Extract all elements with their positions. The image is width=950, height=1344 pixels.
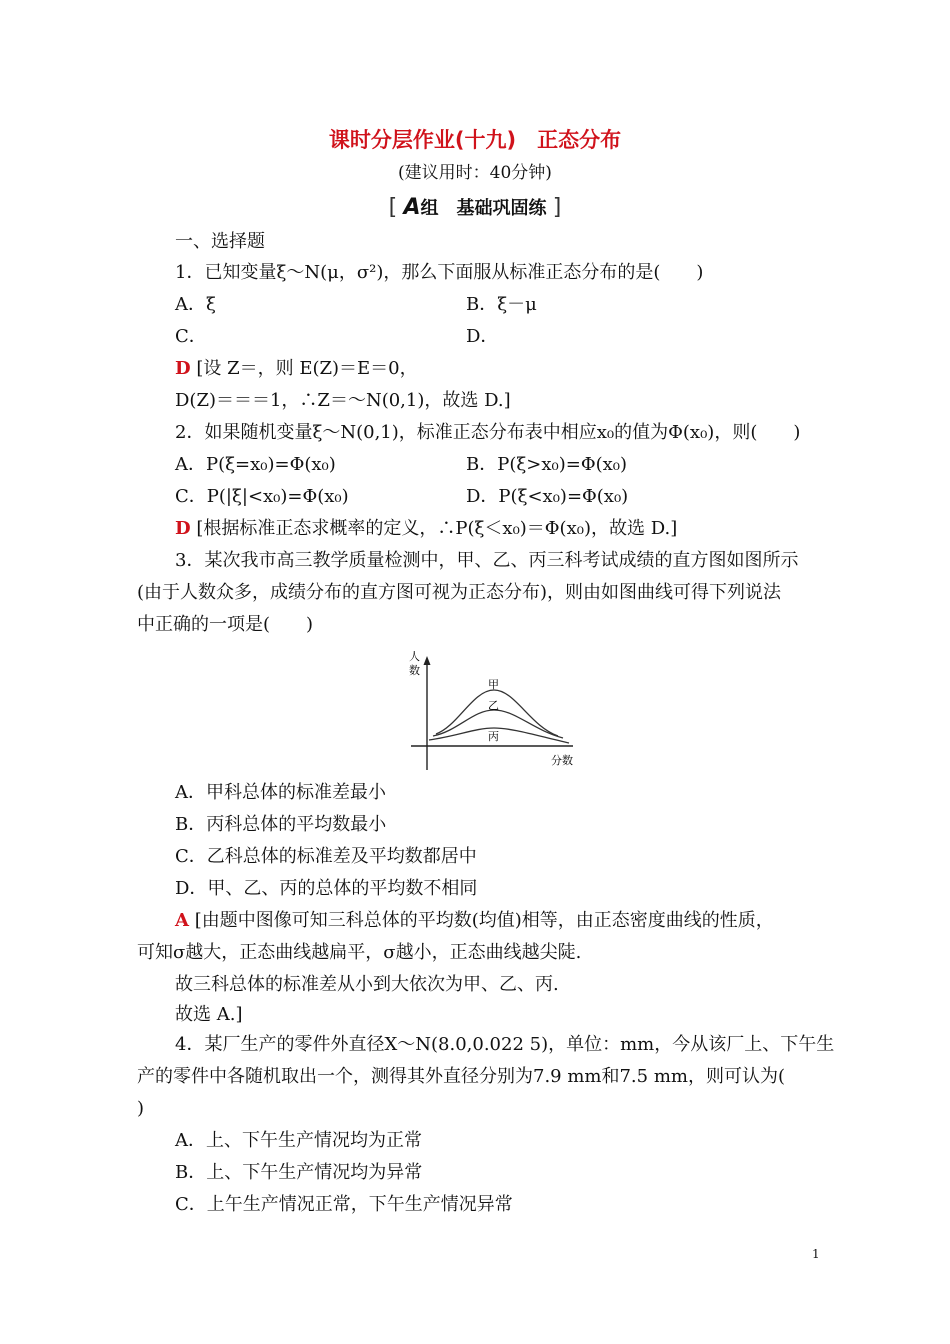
q2-option-b: B．P(ξ>x₀)=Φ(x₀) — [466, 454, 627, 475]
q3-exp-text-1: [由题中图像可知三科总体的平均数(均值)相等，由正态密度曲线的性质， — [194, 910, 774, 931]
page-number: 1 — [812, 1247, 820, 1261]
q2-answer: D — [175, 518, 191, 539]
group-letter: A — [403, 195, 421, 220]
section-heading: 一、选择题 — [175, 231, 265, 252]
y-axis-label-2: 数 — [409, 664, 420, 677]
q1-option-b: B．ξ－μ — [466, 294, 537, 315]
q3-option-a: A．甲科总体的标准差最小 — [175, 782, 386, 803]
q3-stem-2: (由于人数众多，成绩分布的直方图可视为正态分布)，则由如图曲线可得下列说法 — [137, 582, 782, 603]
q3-option-d: D．甲、乙、丙的总体的平均数不相同 — [175, 878, 478, 899]
q1-explanation-2: D(Z)＝＝＝1，∴Z＝～N(0,1)，故选 D.] — [175, 390, 511, 411]
q4-option-b: B．上、下午生产情况均为异常 — [175, 1162, 423, 1183]
q2-stem: 2．如果随机变量ξ～N(0,1)，标准正态分布表中相应x₀的值为Φ(x₀)，则( ) — [175, 422, 801, 443]
q1-option-d: D． — [466, 326, 499, 347]
q4-stem-1: 4．某厂生产的零件外直径X～N(8.0,0.022 5)，单位：mm，今从该厂上、下午生 — [175, 1034, 835, 1055]
q2-option-c: C．P(|ξ|<x₀)=Φ(x₀) — [175, 486, 349, 507]
q4-option-c: C．上午生产情况正常，下午生产情况异常 — [175, 1194, 513, 1215]
suggested-time: (建议用时：40分钟) — [398, 163, 552, 183]
q1-answer: D — [175, 358, 191, 379]
group-bracket-close: ] — [552, 195, 562, 220]
q3-explanation-4: 故选 A.] — [175, 1004, 243, 1025]
x-axis-label: 分数 — [551, 754, 573, 767]
q1-exp-text-1: [设 Z＝，则 E(Z)＝E＝0， — [196, 358, 418, 379]
y-axis-label-1: 人 — [409, 650, 420, 663]
group-bracket-open: [ — [388, 195, 398, 220]
q4-stem-2: 产的零件中各随机取出一个，测得其外直径分别为7.9 mm和7.5 mm，则可认为( — [137, 1066, 785, 1087]
y-axis-arrow — [424, 656, 431, 665]
q2-option-a: A．P(ξ=x₀)=Φ(x₀) — [175, 454, 336, 475]
curve-jia-label: 甲 — [488, 678, 499, 691]
q4-stem-3: ) — [137, 1098, 145, 1119]
q2-explanation — [175, 518, 677, 540]
q3-explanation-2: 可知σ越大，正态曲线越扁平，σ越小，正态曲线越尖陡. — [137, 942, 582, 963]
q3-stem-3: 中正确的一项是( ) — [137, 614, 314, 635]
q1-explanation-1 — [175, 358, 418, 380]
normal-curves-figure — [403, 648, 583, 778]
q3-option-b: B．丙科总体的平均数最小 — [175, 814, 387, 835]
q1-option-c: C． — [175, 326, 207, 347]
group-label: 组 基础巩固练 — [420, 198, 547, 219]
q2-exp-text: [根据标准正态求概率的定义，∴P(ξ＜x₀)＝Φ(x₀)，故选 D.] — [196, 518, 678, 539]
q3-explanation-1 — [175, 910, 774, 932]
page-title: 课时分层作业(十九) 正态分布 — [328, 128, 622, 152]
q4-option-a: A．上、下午生产情况均为正常 — [175, 1130, 422, 1151]
q1-stem: 1．已知变量ξ～N(μ，σ²)，那么下面服从标准正态分布的是( ) — [175, 262, 704, 283]
group-heading — [0, 194, 950, 220]
curve-yi-label: 乙 — [488, 699, 499, 712]
q1-option-a: A．ξ — [175, 294, 216, 315]
q3-stem-1: 3．某次我市高三教学质量检测中，甲、乙、丙三科考试成绩的直方图如图所示 — [175, 550, 799, 571]
q2-option-d: D．P(ξ<x₀)=Φ(x₀) — [466, 486, 629, 507]
q3-answer: A — [175, 910, 189, 931]
q3-option-c: C．乙科总体的标准差及平均数都居中 — [175, 846, 477, 867]
curve-bing-label: 丙 — [488, 730, 499, 743]
q3-explanation-3: 故三科总体的标准差从小到大依次为甲、乙、丙. — [175, 974, 559, 995]
